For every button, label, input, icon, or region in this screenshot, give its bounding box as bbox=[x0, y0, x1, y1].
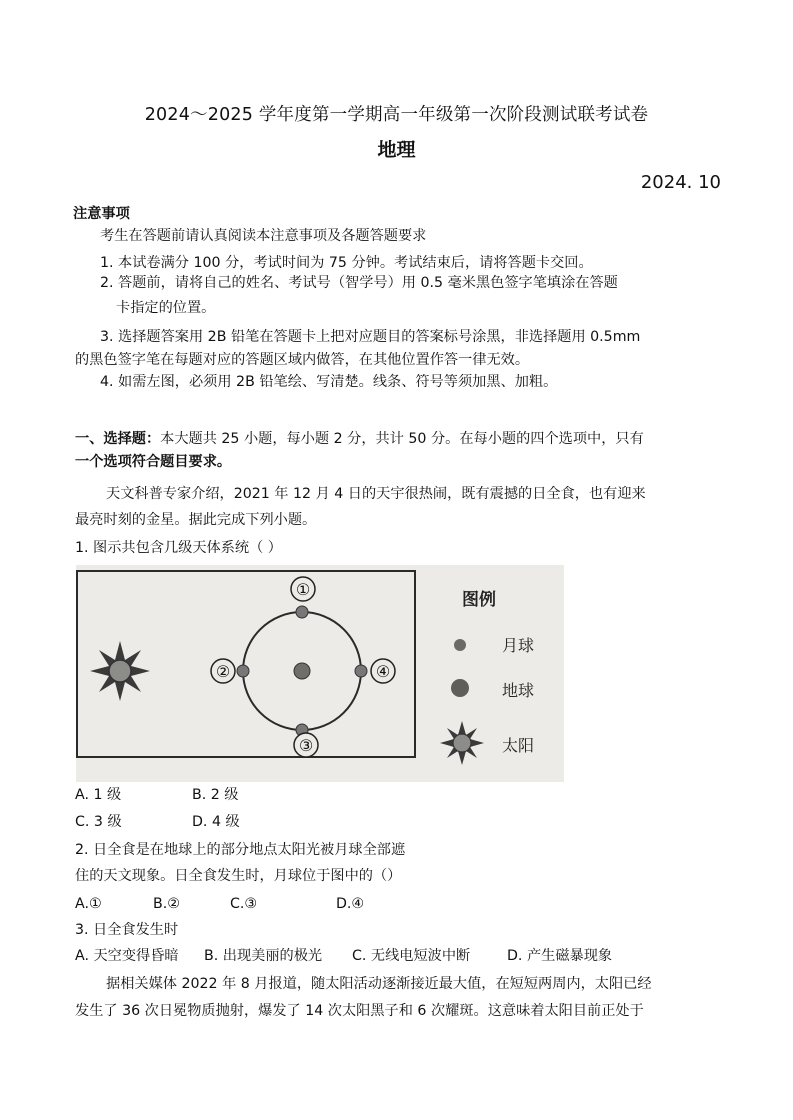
legend-title: 图例 bbox=[462, 590, 496, 610]
sun-icon bbox=[90, 641, 150, 701]
passage1-line1: 天文科普专家介绍，2021 年 12 月 4 日的天宇很热闹，既有震撼的日全食，也有迎来 bbox=[106, 486, 646, 502]
q1-option-b: B. 2 级 bbox=[192, 787, 239, 803]
passage2-line2: 发生了 36 次日冕物质抛射，爆发了 14 次太阳黑子和 6 次耀斑。这意味着太阳目前正处于 bbox=[75, 1003, 644, 1019]
q2-option-a: A.① bbox=[75, 896, 102, 912]
passage2-line1: 据相关媒体 2022 年 8 月报道，随太阳活动逐渐接近最大值，在短短两周内，太阳已经 bbox=[106, 976, 652, 992]
notice-item-2: 2. 答题前，请将自己的姓名、考试号（智学号）用 0.5 毫米黑色签字笔填涂在答题 bbox=[100, 275, 618, 291]
legend-sun-label: 太阳 bbox=[502, 736, 535, 755]
q3-option-b: B. 出现美丽的极光 bbox=[204, 948, 323, 964]
figure-svg bbox=[76, 565, 564, 782]
position-2-label: ② bbox=[215, 662, 231, 681]
notice-item-1: 1. 本试卷满分 100 分，考试时间为 75 分钟。考试结束后，请将答题卡交回。 bbox=[100, 255, 593, 271]
q2-stem-line2: 住的天文现象。日全食发生时，月球位于图中的（） bbox=[75, 868, 402, 884]
position-4-label: ④ bbox=[375, 662, 391, 681]
q2-option-d: D.④ bbox=[336, 896, 365, 912]
notice-item-3-cont: 的黑色签字笔在每题对应的答题区域内做答，在其他位置作答一律无效。 bbox=[75, 352, 530, 368]
q3-stem: 3. 日全食发生时 bbox=[75, 922, 179, 938]
notice-item-4: 4. 如需左图，必须用 2B 铅笔绘、写清楚。线条、符号等须加黑、加粗。 bbox=[100, 374, 558, 390]
q1-option-a: A. 1 级 bbox=[75, 787, 122, 803]
moon-icon-2 bbox=[237, 665, 249, 677]
notice-intro: 考生在答题前请认真阅读本注意事项及各题答题要求 bbox=[100, 228, 427, 244]
celestial-system-figure bbox=[76, 565, 564, 782]
earth-icon bbox=[294, 663, 310, 679]
moon-icon-1 bbox=[296, 606, 308, 618]
q2-stem-line1: 2. 日全食是在地球上的部分地点太阳光被月球全部遮 bbox=[75, 842, 406, 858]
q3-option-c: C. 无线电短波中断 bbox=[352, 948, 471, 964]
legend-earth-icon bbox=[451, 679, 469, 697]
q3-option-d: D. 产生磁暴现象 bbox=[507, 948, 613, 964]
q1-option-d: D. 4 级 bbox=[192, 814, 240, 830]
section1-desc: 本大题共 25 小题，每小题 2 分，共计 50 分。在每小题的四个选项中，只有 bbox=[160, 431, 644, 447]
section1-line2: 一个选项符合题目要求。 bbox=[75, 454, 232, 470]
section1-line1 bbox=[75, 429, 644, 449]
legend-moon-label: 月球 bbox=[502, 636, 535, 655]
notice-item-2-cont: 卡指定的位置。 bbox=[116, 300, 216, 316]
moon-icon-4 bbox=[355, 665, 367, 677]
q2-option-c: C.③ bbox=[230, 896, 258, 912]
q1-option-c: C. 3 级 bbox=[75, 814, 122, 830]
position-1-label: ① bbox=[295, 580, 311, 599]
exam-title: 2024～2025 学年度第一学期高一年级第一次阶段测试联考试卷 bbox=[144, 105, 649, 125]
position-3-label: ③ bbox=[298, 736, 314, 755]
q3-option-a: A. 天空变得昏暗 bbox=[75, 948, 179, 964]
q2-option-b: B.② bbox=[153, 896, 180, 912]
exam-date: 2024. 10 bbox=[640, 172, 721, 193]
subject-title: 地理 bbox=[377, 139, 416, 161]
notice-item-3: 3. 选择题答案用 2B 铅笔在答题卡上把对应题目的答案标号涂黑，非选择题用 0.5mm bbox=[100, 329, 641, 345]
legend-earth-label: 地球 bbox=[502, 681, 535, 700]
notice-heading: 注意事项 bbox=[73, 206, 130, 222]
section1-label: 一、选择题： bbox=[75, 431, 161, 447]
q1-stem: 1. 图示共包含几级天体系统（ ） bbox=[75, 540, 282, 556]
passage1-line2: 最亮时刻的金星。据此完成下列小题。 bbox=[75, 512, 317, 528]
legend-moon-icon bbox=[454, 639, 466, 651]
